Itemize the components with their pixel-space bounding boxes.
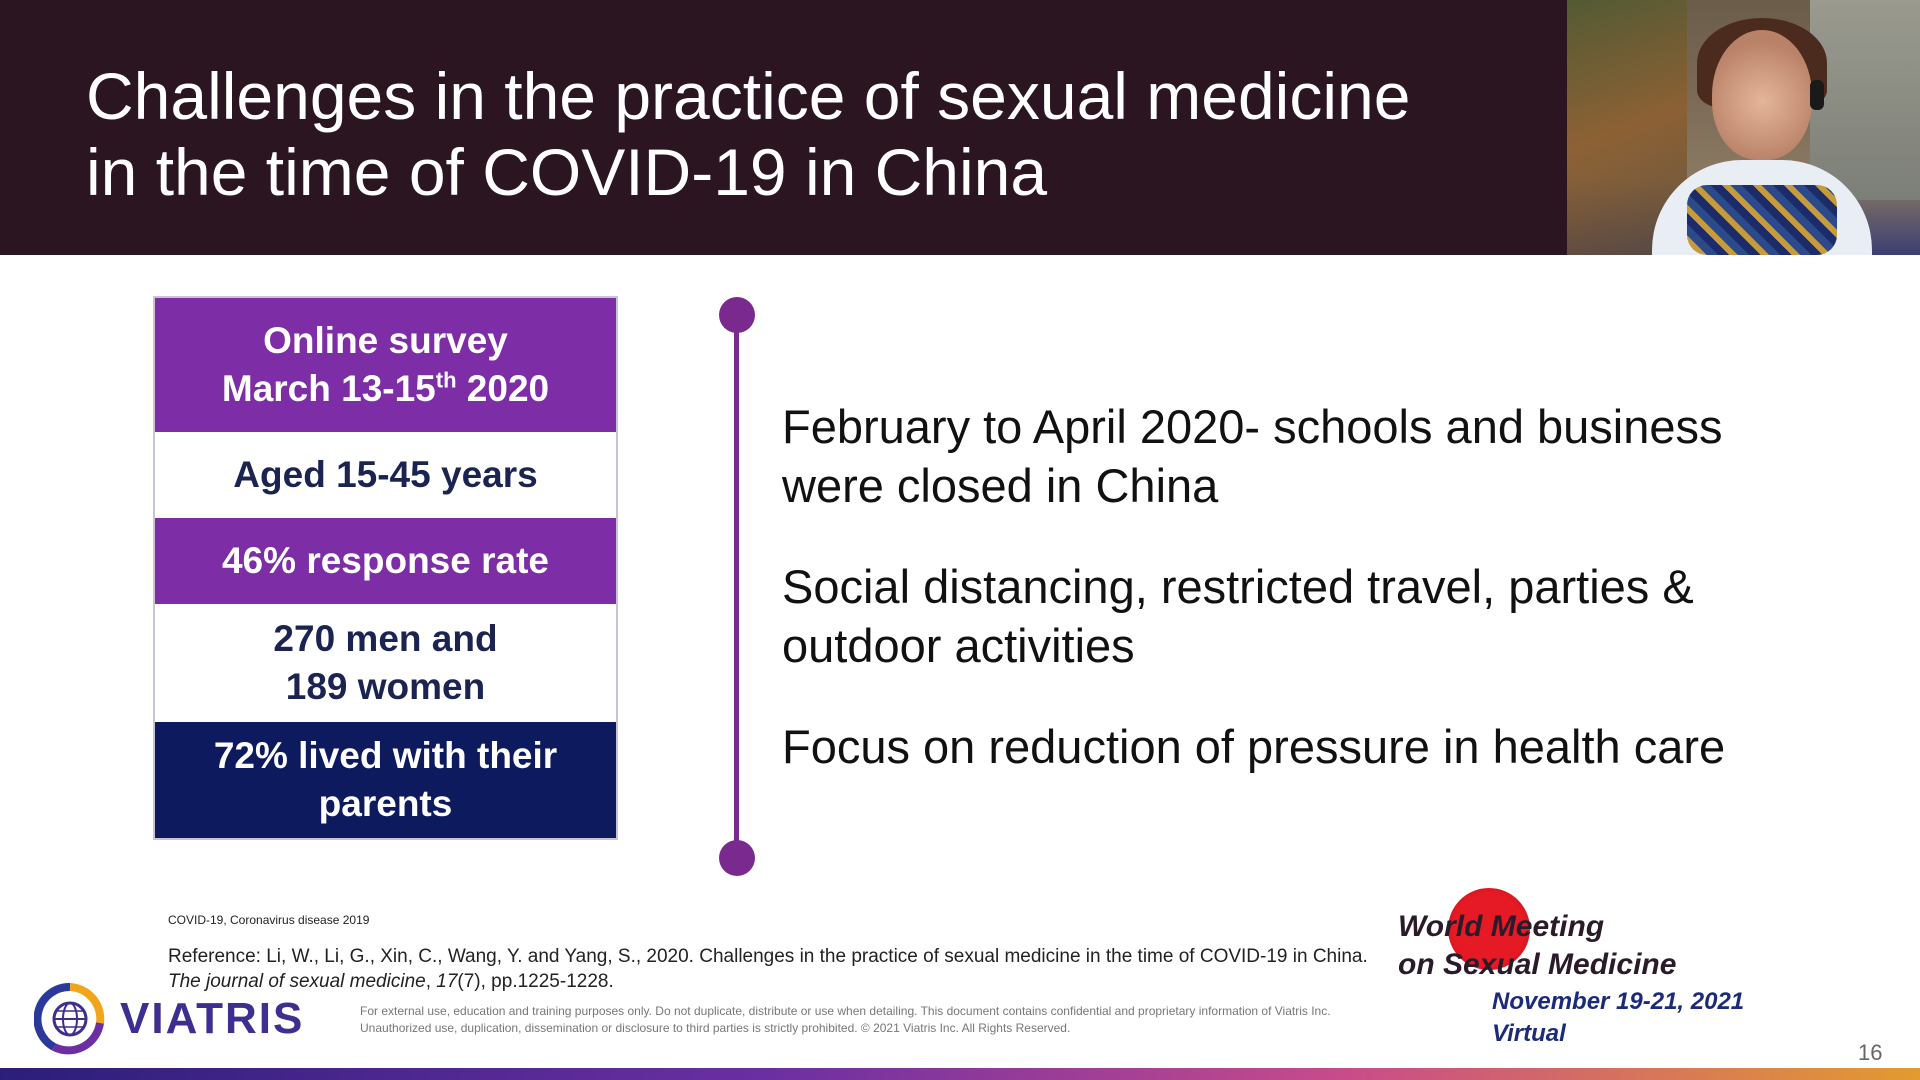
slide-title — [86, 58, 1566, 210]
abbreviation-note: COVID-19, Coronavirus disease 2019 — [168, 913, 370, 927]
survey-label: Online survey — [263, 320, 508, 361]
key-point: February to April 2020- schools and business were closed in China — [782, 400, 1723, 512]
brand-name: VIATRIS — [120, 994, 305, 1043]
viatris-logo — [34, 982, 304, 1056]
timeline-dot-top — [719, 297, 755, 333]
key-point: Focus on reduction of pressure in health care — [782, 720, 1726, 773]
headset-icon — [1810, 80, 1824, 110]
timeline-dot-bottom — [719, 840, 755, 876]
bottom-accent-bar — [0, 1068, 1920, 1080]
timeline-line — [734, 315, 739, 858]
legal-disclaimer: For external use, education and training purposes only. Do not duplicate, distribute or use when detailing. This document contains confidential and proprietary information of Viatris Inc. Unauthorized use, duplication, dissemination or disclosure to third parties is strictly prohibited. © 2021 Viatris Inc. All Rights Reserved. — [360, 1004, 1331, 1035]
presenter-webcam-video — [1567, 0, 1920, 255]
survey-date: March 13-15th 2020 — [221, 367, 550, 409]
participants-box: 270 men and 189 women — [155, 604, 616, 722]
age-box: Aged 15-45 years — [155, 432, 616, 518]
response-rate-box: 46% response rate — [155, 518, 616, 604]
event-dates: November 19-21, 2021 — [1492, 988, 1745, 1015]
event-mode: Virtual — [1492, 1020, 1566, 1047]
event-logo: World Meeting on Sexual Medicine November 19-21, 2021 Virtual — [1390, 880, 1770, 1050]
title-line-2: in the time of COVID-19 in China — [86, 135, 1048, 209]
page-number: 16 — [1858, 1040, 1883, 1065]
globe-icon — [34, 983, 106, 1055]
key-points — [782, 397, 1842, 818]
title-line-1: Challenges in the practice of sexual medicine — [86, 59, 1411, 133]
reference-citation: Reference: Li, W., Li, G., Xin, C., Wang, Y. and Yang, S., 2020. Challenges in the practice of sexual medicine in the time of COVID-19 in China. The journal of sexual medicine, 17(7), pp.1225-1228. — [168, 946, 1368, 992]
survey-date-box — [155, 298, 616, 432]
survey-stats-panel — [153, 296, 618, 840]
living-with-parents-box: 72% lived with their parents — [155, 722, 616, 838]
key-point: Social distancing, restricted travel, parties & outdoor activities — [782, 560, 1694, 672]
